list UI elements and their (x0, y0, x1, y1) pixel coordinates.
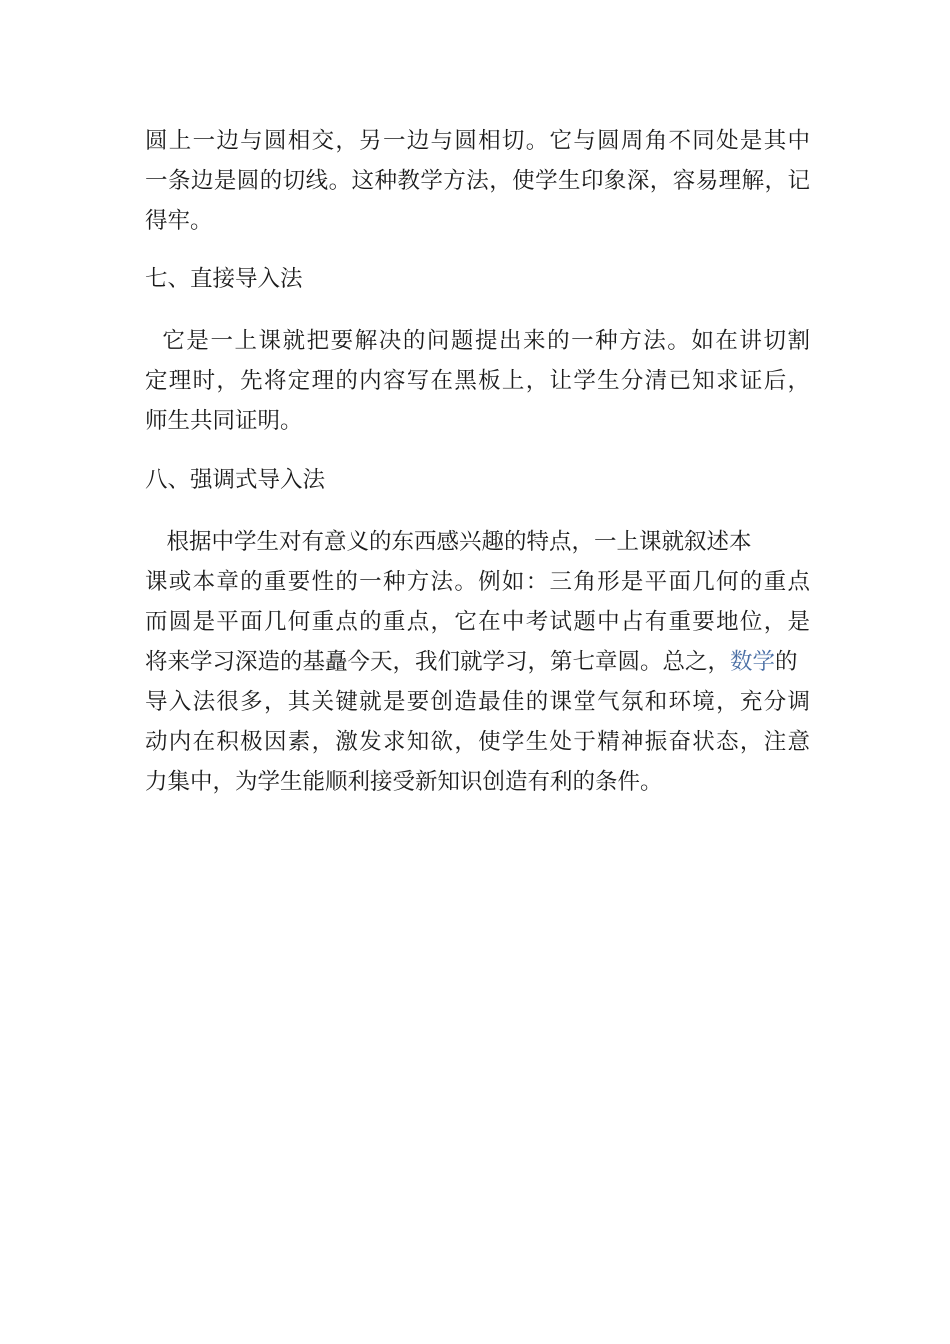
math-keyword-link[interactable]: 数学 (730, 649, 776, 675)
text-line: 而圆是平面几何重点的重点，它在中考试题中占有重要地位，是 (145, 609, 810, 635)
text-line: 课或本章的重要性的一种方法。例如：三角形是平面几何的重点 (145, 569, 810, 595)
text-line: 定理时，先将定理的内容写在黑板上，让学生分清已知求证后， (145, 368, 810, 394)
paragraph-7 (145, 321, 810, 441)
text-line: 得牢。 (145, 208, 213, 234)
text-line: 圆上一边与圆相交，另一边与圆相切。它与圆周角不同处是其中 (145, 128, 810, 154)
text-line: 动内在积极因素，激发求知欲，使学生处于精神振奋状态，注意 (145, 729, 810, 755)
section-heading-8 (145, 460, 810, 500)
section-heading-7 (145, 259, 810, 299)
text-line: 它是一上课就把要解决的问题提出来的一种方法。如在讲切割 (145, 328, 810, 354)
text-segment: 的 (775, 649, 798, 675)
intro-paragraph (145, 121, 810, 241)
text-segment: 将来学习深造的基矗今天，我们就学习，第七章圆。总之， (145, 649, 731, 675)
text-line: 导入法很多，其关键就是要创造最佳的课堂气氛和环境，充分调 (145, 689, 810, 715)
heading-text: 八、强调式导入法 (145, 467, 326, 493)
text-line: 根据中学生对有意义的东西感兴趣的特点，一上课就叙述本 (145, 529, 752, 555)
paragraph-8 (145, 522, 810, 802)
text-line: 师生共同证明。 (145, 408, 303, 434)
text-line (145, 642, 810, 682)
text-line: 一条边是圆的切线。这种教学方法，使学生印象深，容易理解，记 (145, 168, 810, 194)
text-line: 力集中，为学生能顺利接受新知识创造有利的条件。 (145, 769, 663, 795)
heading-text: 七、直接导入法 (145, 266, 303, 292)
